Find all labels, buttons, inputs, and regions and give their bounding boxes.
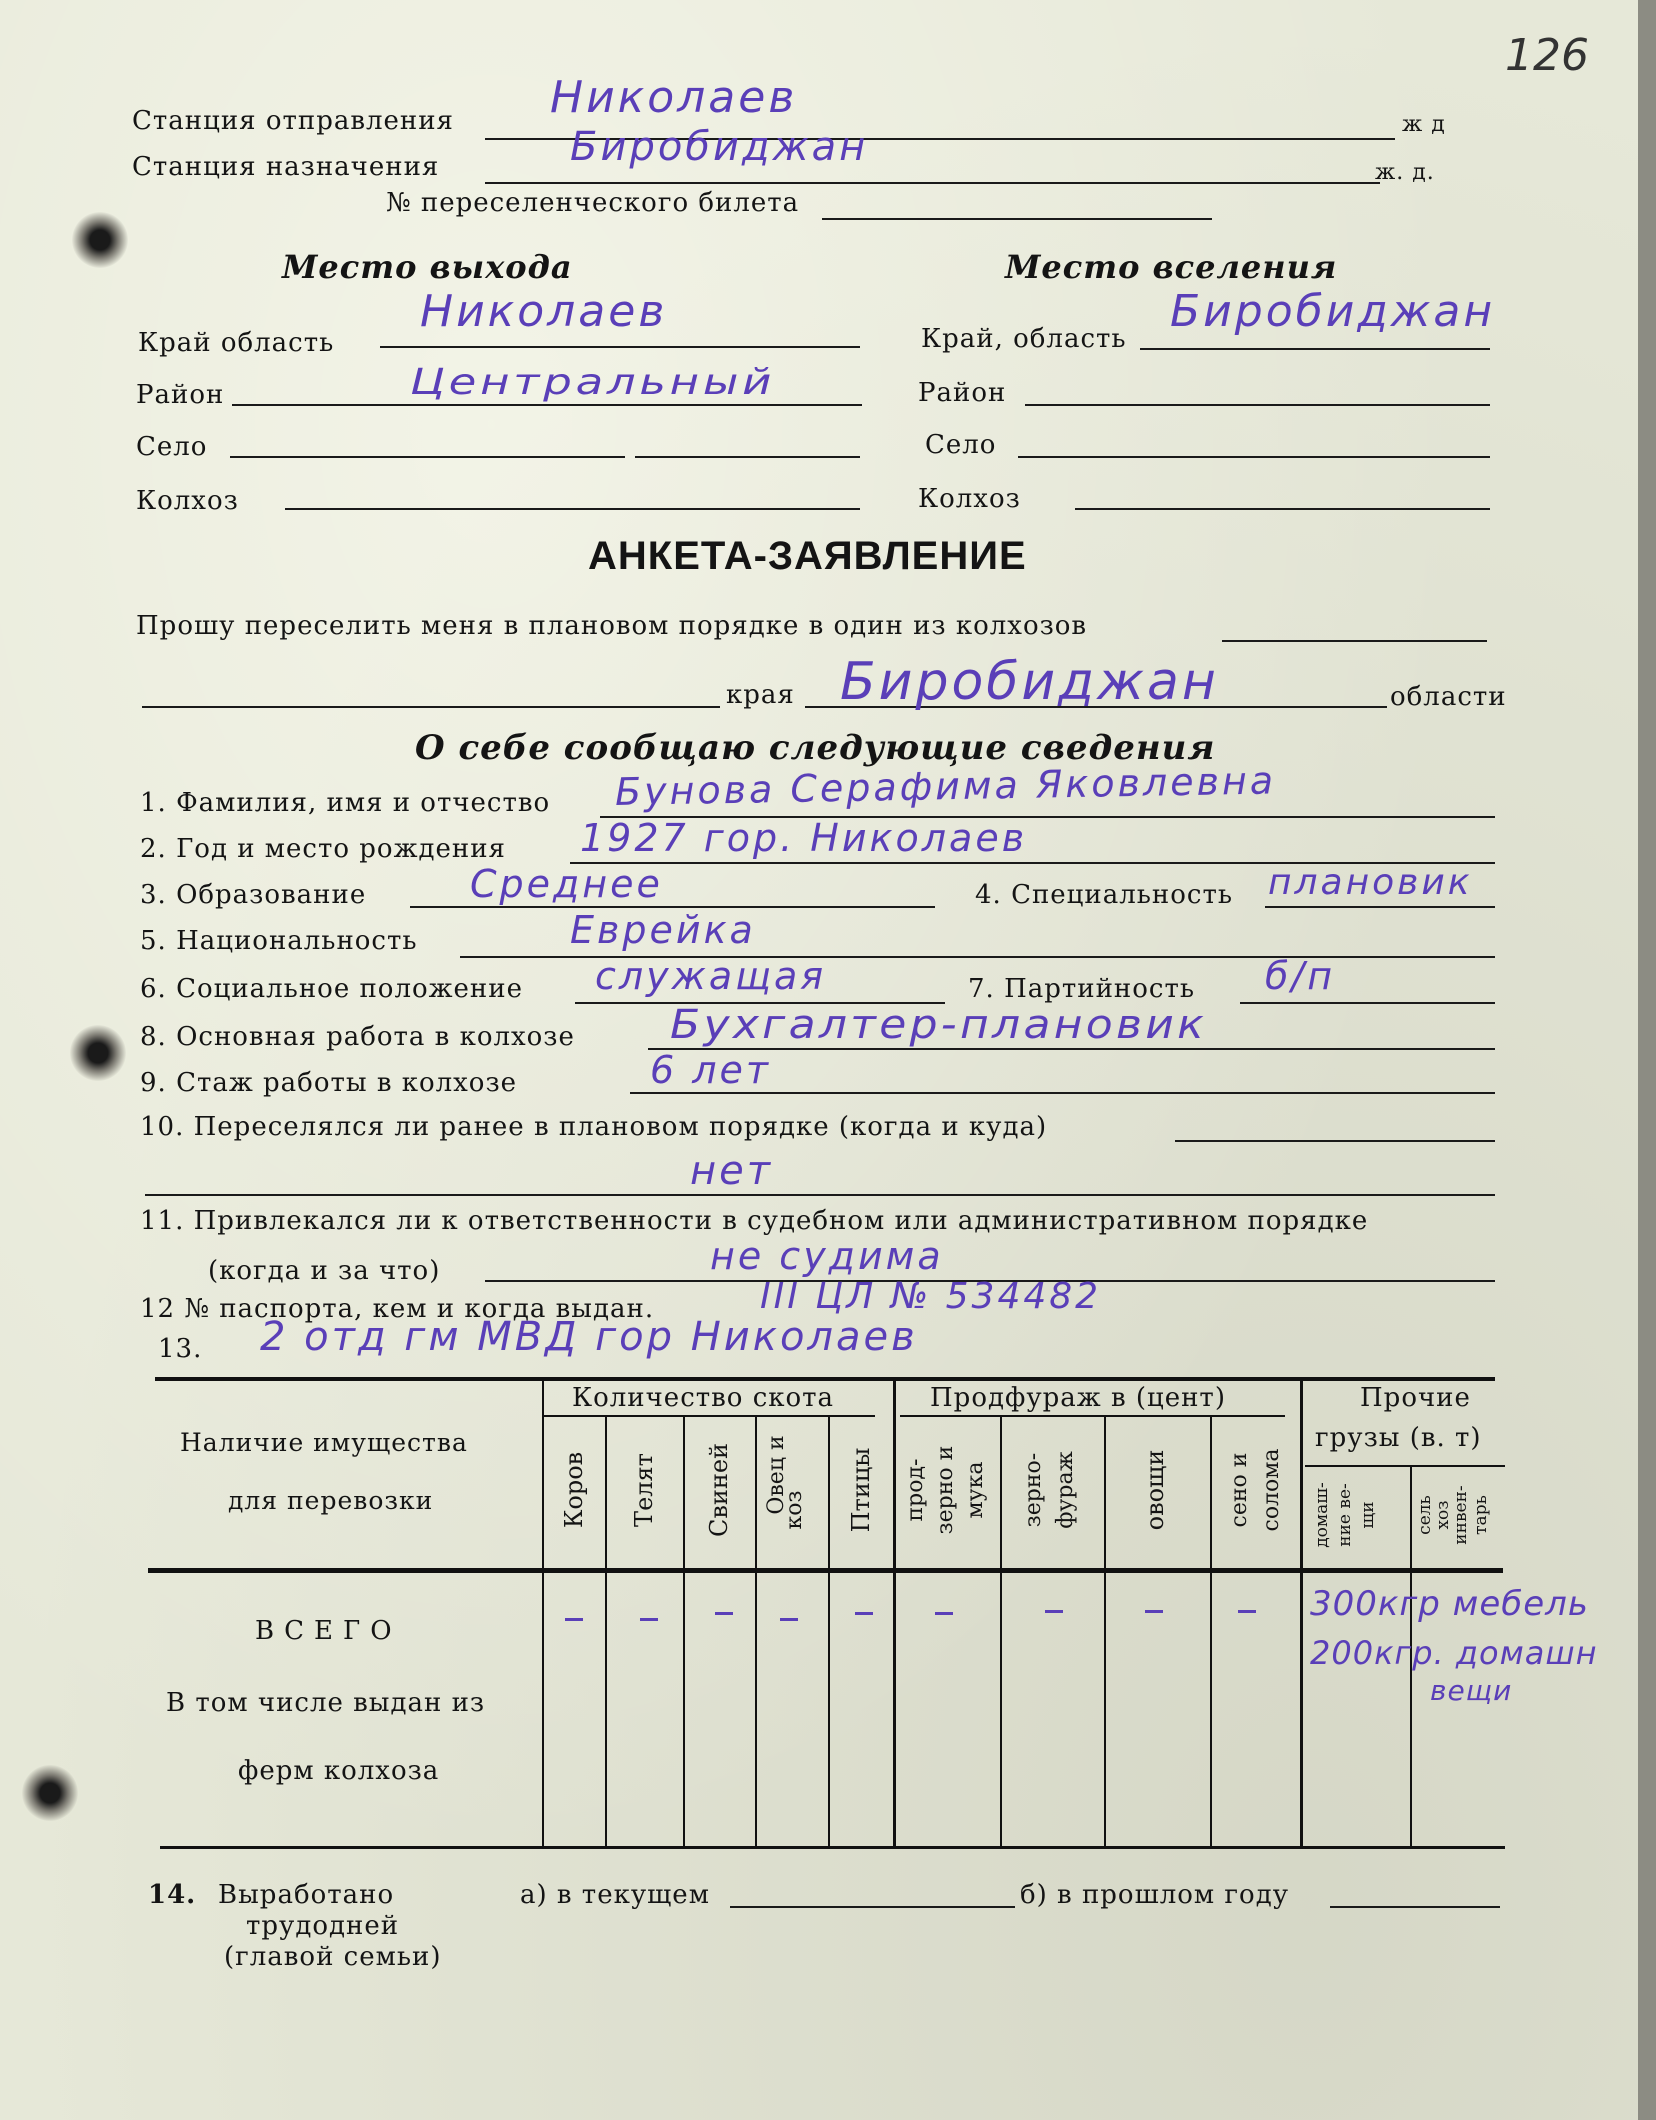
col-grain-1: прод- bbox=[903, 1458, 928, 1522]
request-region-value[interactable]: Биробиджан bbox=[840, 652, 1219, 712]
field-4-label: 4. Специальность bbox=[975, 880, 1233, 910]
col-hay-1: сено и bbox=[1227, 1452, 1252, 1528]
cargo-value-2[interactable]: 200кгр. домашн bbox=[1310, 1634, 1598, 1672]
field-3-label: 3. Образование bbox=[140, 880, 367, 910]
form-title: АНКЕТА-ЗАЯВЛЕНИЕ bbox=[588, 534, 1027, 578]
destination-kolkhoz-label: Колхоз bbox=[918, 484, 1021, 514]
field-9-label: 9. Стаж работы в колхозе bbox=[140, 1068, 518, 1098]
col-sheep-goats-2: коз bbox=[782, 1490, 807, 1530]
total-label: ВСЕГО bbox=[255, 1616, 402, 1646]
col-farm-4: тарь bbox=[1471, 1495, 1491, 1535]
col-cows: Коров bbox=[560, 1451, 588, 1529]
field-7-label: 7. Партийность bbox=[968, 974, 1196, 1004]
col-farm-1: сель bbox=[1415, 1495, 1435, 1535]
punch-hole bbox=[70, 1025, 126, 1081]
table-group-other: Прочие bbox=[1360, 1383, 1471, 1413]
field-13-value[interactable]: 2 отд гм МВД гор Николаев bbox=[260, 1314, 918, 1360]
field-12-value[interactable]: III ЦЛ № 534482 bbox=[760, 1276, 1102, 1317]
table-dash bbox=[715, 1612, 733, 1615]
destination-region-label: Край, область bbox=[921, 324, 1127, 354]
table-rowhead-2: для перевозки bbox=[228, 1486, 434, 1515]
col-vegetables: овощи bbox=[1141, 1449, 1169, 1531]
destination-village-label: Село bbox=[925, 430, 997, 460]
origin-region-value[interactable]: Николаев bbox=[420, 286, 668, 337]
request-krai-label: края bbox=[726, 680, 795, 710]
col-household-3: щи bbox=[1358, 1501, 1378, 1529]
request-text: Прошу переселить меня в плановом порядке в один из колхозов bbox=[136, 611, 1088, 641]
field-9-value[interactable]: 6 лет bbox=[650, 1048, 772, 1092]
departure-station-label: Станция отправления bbox=[132, 106, 454, 136]
field-14-label-2: трудодней bbox=[246, 1911, 400, 1941]
including-label-cont: ферм колхоза bbox=[238, 1756, 440, 1786]
archive-page-number: 126 bbox=[1505, 30, 1589, 81]
field-4-value[interactable]: плановик bbox=[1268, 862, 1473, 903]
col-pigs: Свиней bbox=[705, 1442, 733, 1538]
table-group-other-unit: грузы (в. т) bbox=[1315, 1423, 1482, 1453]
table-dash bbox=[935, 1612, 953, 1615]
col-farm-2: хоз bbox=[1433, 1500, 1453, 1530]
table-dash bbox=[640, 1618, 658, 1621]
origin-heading: Место выхода bbox=[282, 248, 573, 286]
scanner-edge bbox=[1638, 0, 1656, 2120]
field-14-number: 14. bbox=[148, 1880, 197, 1910]
table-dash bbox=[1238, 1610, 1256, 1613]
col-household-2: ние ве- bbox=[1335, 1483, 1355, 1547]
table-dash bbox=[1145, 1610, 1163, 1613]
field-6-value[interactable]: служащая bbox=[595, 954, 827, 998]
origin-region-label: Край область bbox=[138, 328, 335, 358]
origin-district-label: Район bbox=[136, 380, 225, 410]
rail-abbrev-2: ж. д. bbox=[1375, 160, 1435, 185]
destination-district-label: Район bbox=[918, 378, 1007, 408]
field-6-label: 6. Социальное положение bbox=[140, 974, 523, 1004]
destination-station-value[interactable]: Биробиджан bbox=[570, 124, 869, 170]
section-heading: О себе сообщаю следующие сведения bbox=[415, 728, 1216, 768]
col-fodder-grain-1: зерно- bbox=[1021, 1452, 1046, 1528]
origin-kolkhoz-label: Колхоз bbox=[136, 486, 239, 516]
col-grain-2: зерно и bbox=[933, 1445, 958, 1535]
field-5-label: 5. Национальность bbox=[140, 926, 418, 956]
field-11-label-cont: (когда и за что) bbox=[208, 1256, 441, 1286]
rail-abbrev-1: ж д bbox=[1402, 112, 1446, 137]
col-farm-3: инвен- bbox=[1451, 1485, 1471, 1545]
destination-heading: Место вселения bbox=[1005, 248, 1338, 286]
col-sheep-goats: Овец и bbox=[764, 1435, 789, 1515]
field-13-label: 13. bbox=[158, 1334, 203, 1364]
field-12-label: 12 № паспорта, кем и когда выдан. bbox=[140, 1294, 655, 1324]
field-5-value[interactable]: Еврейка bbox=[570, 908, 756, 952]
col-calves: Телят bbox=[630, 1453, 658, 1527]
field-14-label-1: Выработано bbox=[218, 1880, 395, 1910]
punch-hole bbox=[22, 1765, 78, 1821]
col-fodder-grain-2: фураж bbox=[1053, 1451, 1078, 1529]
field-1-label: 1. Фамилия, имя и отчество bbox=[140, 788, 551, 818]
field-11-label: 11. Привлекался ли к ответственности в судебном или административном порядке bbox=[140, 1206, 1369, 1236]
field-8-label: 8. Основная работа в колхозе bbox=[140, 1022, 575, 1052]
field-11-value[interactable]: не судима bbox=[710, 1234, 944, 1278]
departure-station-value[interactable]: Николаев bbox=[550, 72, 798, 123]
ticket-number-label: № переселенческого билета bbox=[386, 188, 800, 218]
table-dash bbox=[565, 1618, 583, 1621]
table-rowhead-1: Наличие имущества bbox=[180, 1428, 468, 1457]
origin-village-label: Село bbox=[136, 432, 208, 462]
field-10-value[interactable]: нет bbox=[690, 1148, 774, 1194]
field-2-value[interactable]: 1927 гор. Николаев bbox=[580, 816, 1028, 860]
table-dash bbox=[780, 1618, 798, 1621]
table-group-livestock: Количество скота bbox=[572, 1383, 835, 1413]
col-household-1: домаш- bbox=[1312, 1482, 1332, 1548]
field-8-value[interactable]: Бухгалтер-плановик bbox=[670, 1002, 1208, 1048]
field-7-value[interactable]: б/п bbox=[1265, 954, 1336, 998]
field-10-label: 10. Переселялся ли ранее в плановом порядке (когда и куда) bbox=[140, 1112, 1048, 1142]
destination-region-value[interactable]: Биробиджан bbox=[1170, 286, 1496, 337]
table-dash bbox=[855, 1612, 873, 1615]
cargo-value-1[interactable]: 300кгр мебель bbox=[1310, 1584, 1589, 1624]
punch-hole bbox=[72, 212, 128, 268]
including-label: В том числе выдан из bbox=[166, 1688, 486, 1718]
destination-station-label: Станция назначения bbox=[132, 152, 440, 182]
col-hay-2: солома bbox=[1259, 1448, 1284, 1532]
col-grain-3: мука bbox=[963, 1461, 988, 1519]
request-oblast-label: области bbox=[1390, 682, 1507, 712]
table-dash bbox=[1045, 1610, 1063, 1613]
cargo-value-3[interactable]: вещи bbox=[1430, 1674, 1513, 1707]
field-14a-label: а) в текущем bbox=[520, 1880, 710, 1910]
field-2-label: 2. Год и место рождения bbox=[140, 834, 506, 864]
origin-district-value[interactable]: Центральный bbox=[410, 362, 776, 403]
field-1-value[interactable]: Бунова Серафима Яковлевна bbox=[614, 758, 1277, 814]
field-14b-label: б) в прошлом году bbox=[1020, 1880, 1290, 1910]
table-group-fodder: Продфураж в (цент) bbox=[930, 1383, 1226, 1413]
field-14-label-3: (главой семьи) bbox=[224, 1942, 442, 1972]
field-3-value[interactable]: Среднее bbox=[470, 862, 663, 906]
col-poultry: Птицы bbox=[847, 1447, 875, 1533]
